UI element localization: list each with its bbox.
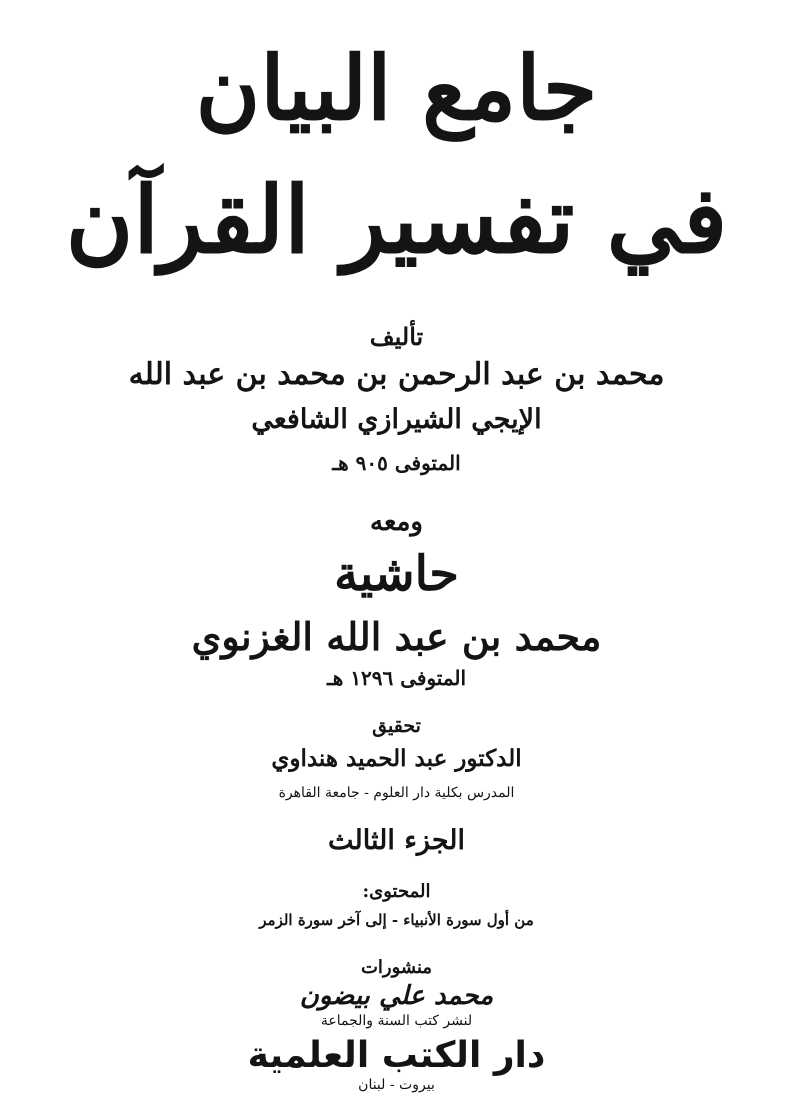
editor-label: تحقيق [372,715,421,737]
publisher-purpose: لنشر كتب السنة والجماعة [320,1013,473,1029]
publisher-person: محمد علي بيضون [299,981,494,1011]
book-title-line-2: في تفسير القرآن [65,166,728,274]
commentary-title: حاشية [334,546,459,602]
authored-by-label: تأليف [369,322,424,351]
book-title-line-1: جامع البيان [195,36,598,140]
author-death-date: المتوفى ٩٠٥ هـ [332,451,461,475]
publisher-place: بيروت - لبنان [358,1077,435,1093]
publisher-house: دار الكتب العلمية [247,1035,546,1076]
commentary-death-date: المتوفى ١٢٩٦ هـ [326,666,467,690]
editor-affiliation: المدرس بكلية دار العلوم - جامعة القاهرة [278,785,515,801]
author-name: محمد بن عبد الرحمن بن محمد بن عبد الله [128,357,665,392]
author-nisba: الإيجي الشيرازي الشافعي [251,404,542,435]
with-it-label: ومعه [370,507,423,537]
contents-label: المحتوى: [362,881,431,902]
editor-name: الدكتور عبد الحميد هنداوي [271,745,522,772]
commentary-author: محمد بن عبد الله الغزنوي [191,614,602,659]
contents-range: من أول سورة الأنبياء - إلى آخر سورة الزمر [259,911,534,929]
publications-label: منشورات [360,957,433,978]
volume-label: الجزء الثالث [328,825,465,856]
